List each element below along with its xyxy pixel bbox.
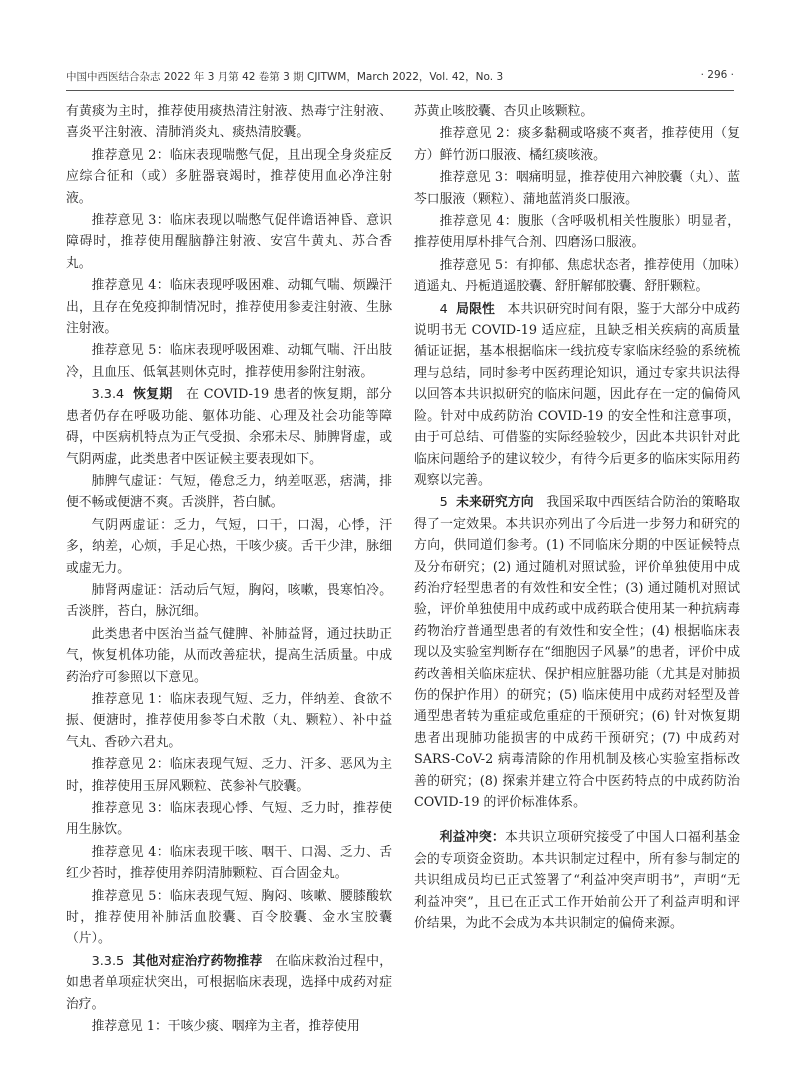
section-title: 未来研究方向 <box>456 495 534 511</box>
recommendation-5: 推荐意见 5：临床表现呼吸困难、动辄气喘、汗出肢冷，且血压、低氧甚则休克时，推荐使用参附注射液。 <box>66 343 392 380</box>
header-rule <box>66 90 734 91</box>
section-limitations <box>414 299 740 492</box>
recommendation-3: 推荐意见 3：临床表现心悸、气短、乏力时，推荐使用生脉饮。 <box>66 801 392 838</box>
recommendation-1: 推荐意见 1：临床表现气短、乏力，伴纳差、食欲不振、便溏时，推荐使用参苓白术散（丸、颗粒）、补中益气丸、香砂六君丸。 <box>66 691 392 750</box>
section-number: 4 <box>439 301 448 317</box>
recommendation-3: 推荐意见 3：临床表现以喘憋气促伴谵语神昏、意识障碍时，推荐使用醒脑静注射液、安宫牛黄丸、苏合香丸。 <box>66 213 392 271</box>
section-title: 局限性 <box>456 301 495 317</box>
section-title: 其他对症治疗药物推荐 <box>132 953 263 969</box>
recommendation-5: 推荐意见 5：临床表现气短、胸闷、咳嗽、腰膝酸软时，推荐使用补肺活血胶囊、百令胶囊、金水宝胶囊（片）。 <box>66 888 392 947</box>
recommendation-3: 推荐意见 3：咽痛明显，推荐使用六神胶囊（丸）、蓝芩口服液（颗粒）、蒲地蓝消炎口服液。 <box>414 170 740 207</box>
section-number: 3.3.5 <box>91 953 125 969</box>
recommendation-2: 推荐意见 2：临床表现气短、乏力、汗多、恶风为主时，推荐使用玉屏风颗粒、芪参补气胶囊。 <box>66 757 392 794</box>
recommendation-5: 推荐意见 5：有抑郁、焦虑状态者，推荐使用（加味）逍遥丸、丹栀逍遥胶囊、舒肝解郁胶囊、舒肝颗粒。 <box>414 257 740 295</box>
conflict-of-interest <box>414 827 740 934</box>
coi-label: 利益冲突： <box>439 830 505 846</box>
recommendation-4: 推荐意见 4：腹胀（含呼吸机相关性腹胀）明显者，推荐使用厚朴排气合剂、四磨汤口服液。 <box>414 214 740 251</box>
recommendation-1: 推荐意见 1：干咳少痰、咽痒为主者，推荐使用 <box>91 1019 360 1035</box>
section-number: 5 <box>439 495 448 511</box>
coi-text: 本共识立项研究接受了中国人口福利基金会的专项资金资助。本共识制定过程中，所有参与制定的共识组成员均已正式签署了“利益冲突声明书”，声明“无利益冲突”，且已在正式工作开始前公开了利益声明和评价结果，为此不会成为本共识制定的偏倚来源。 <box>414 830 741 932</box>
page-number: · 296 · <box>700 69 734 81</box>
recommendation-2: 推荐意见 2：痰多黏稠或咯痰不爽者，推荐使用（复方）鲜竹沥口服液、橘红痰咳液。 <box>414 126 740 163</box>
section-recovery <box>66 384 392 470</box>
running-header <box>66 69 734 89</box>
paragraph: 有黄痰为主时，推荐使用痰热清注射液、热毒宁注射液、喜炎平注射液、清肺消炎丸、痰热清胶囊。 <box>66 104 392 141</box>
section-symptomatic <box>66 951 392 1015</box>
section-number: 3.3.4 <box>91 387 125 403</box>
recommendation-4: 推荐意见 4：临床表现呼吸困难、动辄气喘、烦躁汗出，且存在免疫抑制情况时，推荐使用参麦注射液、生脉注射液。 <box>66 278 392 337</box>
syndrome-lung-kidney: 肺肾两虚证：活动后气短，胸闷，咳嗽，畏寒怕冷。舌淡胖，苔白，脉沉细。 <box>66 582 392 620</box>
right-column <box>414 101 740 935</box>
syndrome-lung-spleen: 肺脾气虚证：气短，倦怠乏力，纳差呕恶，痞满，排便不畅或便溏不爽。舌淡胖，苔白腻。 <box>66 473 392 511</box>
left-column <box>66 101 392 1038</box>
section-text: 在 COVID-19 患者的恢复期，部分患者仍存在呼吸功能、躯体功能、心理及社会功能等障碍，中医病机特点为正气受损、余邪未尽、肺脾肾虚，或气阴两虚，此类患者中医证候主要表现如下。 <box>66 387 392 467</box>
section-text: 本共识研究时间有限，鉴于大部分中成药说明书无 COVID-19 适应症，且缺乏相关疾病的高质量循证证据，基本根据临床一线抗疫专家临床经验的系统梳理与总结，同时参考中医药理论知识，通过专家共识法得以回答本共识拟研究的临床问题，因此存在一定的偏倚风险。针对中成药防治 COVID-19 的安全性和注意事项，由于可总结、可借鉴的实际经验较少，因此本共识针对此临床问题给予的建议较少，有待今后更多的临床实际用药观察以完善。 <box>414 301 741 488</box>
recommendation-2: 推荐意见 2：临床表现喘憋气促，且出现全身炎症反应综合征和（或）多脏器衰竭时，推荐使用血必净注射液。 <box>66 147 392 206</box>
journal-citation: 中国中西医结合杂志 2022 年 3 月第 42 卷第 3 期 CJITWM，March 2022，Vol. 42，No. 3 <box>66 71 504 83</box>
section-text: 我国采取中西医结合防治的策略取得了一定效果。本共识亦列出了今后进一步努力和研究的方向，供同道们参考。(1) 不同临床分期的中医证候特点及分布研究；(2) 通过随机对照试验，评价单独使用中成药治疗轻型患者的有效性和安全性；(3) 通过随机对照试验，评价单独使用中成药或中成药联合使用某一种抗病毒药物治疗普通型患者的有效性和安全性；(4) 根据临床表现以及实验室判断存在“细胞因子风暴”的患者，评价中成药改善相关临床症状、保护相应脏器功能（尤其是对肺损伤的保护作用）的研究；(5) 临床使用中成药对轻型及普通型患者转为重症或危重症的干预研究；(6) 针对恢复期患者出现肺功能损害的中成药干预研究；(7) 中成药对 SARS-CoV-2 病毒清除的作用机制及核心实验室指标改善的研究；(8) 探索并建立符合中医药特点的中成药防治 COVID-19 的评价标准体系。 <box>414 495 741 810</box>
paragraph: 苏黄止咳胶囊、杏贝止咳颗粒。 <box>414 104 594 119</box>
recommendation-4: 推荐意见 4：临床表现干咳、咽干、口渴、乏力、舌红少苔时，推荐使用养阴清肺颗粒、百合固金丸。 <box>66 844 392 882</box>
section-future-research <box>414 492 740 813</box>
syndrome-qi-yin: 气阴两虚证：乏力，气短，口干，口渴，心悸，汗多，纳差，心烦，手足心热，干咳少痰。舌干少津，脉细或虚无力。 <box>66 517 392 576</box>
section-text: 在临床救治过程中，如患者单项症状突出，可根据临床表现，选择中成药对症治疗。 <box>66 953 392 1012</box>
section-title: 恢复期 <box>133 387 173 403</box>
treatment-principle: 此类患者中医治当益气健脾、补肺益肾，通过扶助正气，恢复机体功能，从而改善症状，提高生活质量。中成药治疗可参照以下意见。 <box>66 626 392 685</box>
